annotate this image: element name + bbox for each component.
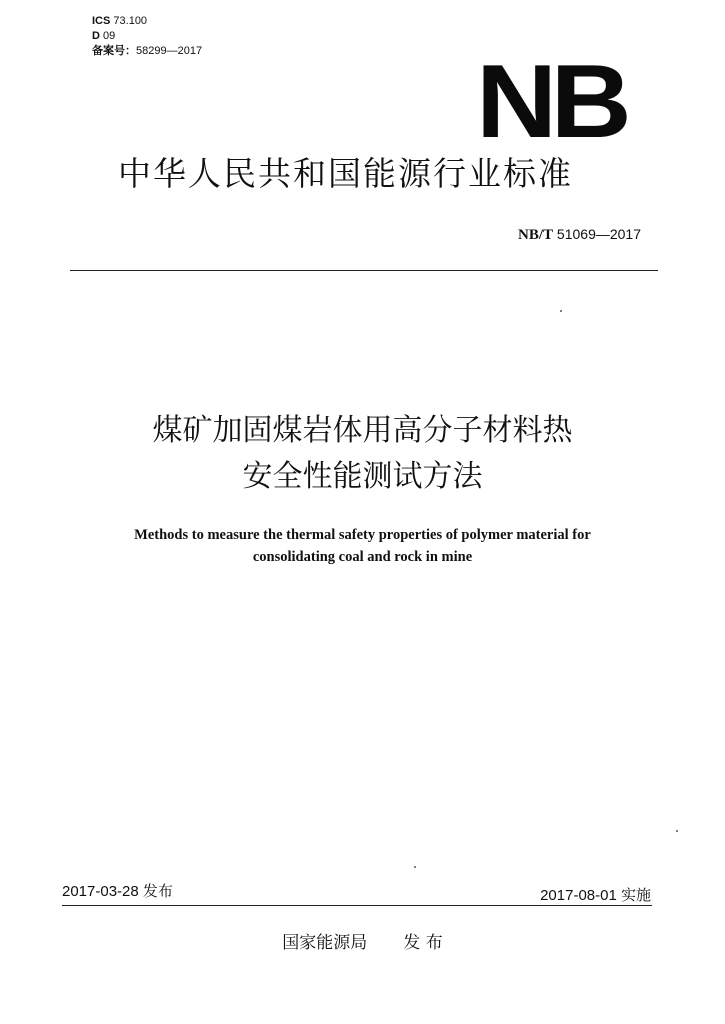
- classification-value: 09: [103, 30, 116, 42]
- ics-label: ICS: [92, 15, 111, 27]
- scan-speck: [560, 310, 562, 312]
- classification-label: D: [92, 30, 100, 42]
- header-divider: [70, 270, 658, 271]
- publisher-name: 国家能源局: [282, 933, 368, 953]
- english-title-line-2: consolidating coal and rock in mine: [252, 549, 473, 565]
- english-title-line-1: Methods to measure the thermal safety properties of polymer material for: [134, 527, 591, 543]
- record-number-value: 58299—2017: [136, 45, 203, 57]
- english-document-title: [0, 524, 725, 568]
- standard-category-title: 中华人民共和国能源行业标准: [118, 154, 573, 193]
- scan-speck: [676, 830, 678, 832]
- standard-number-value: 51069—2017: [556, 226, 641, 242]
- scan-speck: [414, 866, 416, 868]
- chinese-title-line-1: 煤矿加固煤岩体用高分子材料热: [152, 413, 573, 448]
- ics-line: [92, 14, 202, 29]
- standard-code: NB/T: [518, 227, 554, 243]
- classification-line: [92, 29, 202, 44]
- publisher-action: 发 布: [403, 933, 443, 953]
- nb-logo: NB: [476, 44, 626, 160]
- issue-date: 2017-03-28 发布: [62, 883, 173, 900]
- implementation-date: 2017-08-01 实施: [540, 887, 651, 904]
- standard-number: [518, 226, 641, 244]
- record-number-label: 备案号：: [92, 45, 136, 57]
- chinese-title-line-2: 安全性能测试方法: [242, 459, 483, 494]
- record-number-line: [92, 44, 202, 59]
- publisher-line: [0, 928, 725, 953]
- ics-value: 73.100: [113, 15, 148, 27]
- standard-metadata: [92, 14, 202, 59]
- footer-divider: [62, 905, 652, 906]
- chinese-document-title: [0, 408, 725, 500]
